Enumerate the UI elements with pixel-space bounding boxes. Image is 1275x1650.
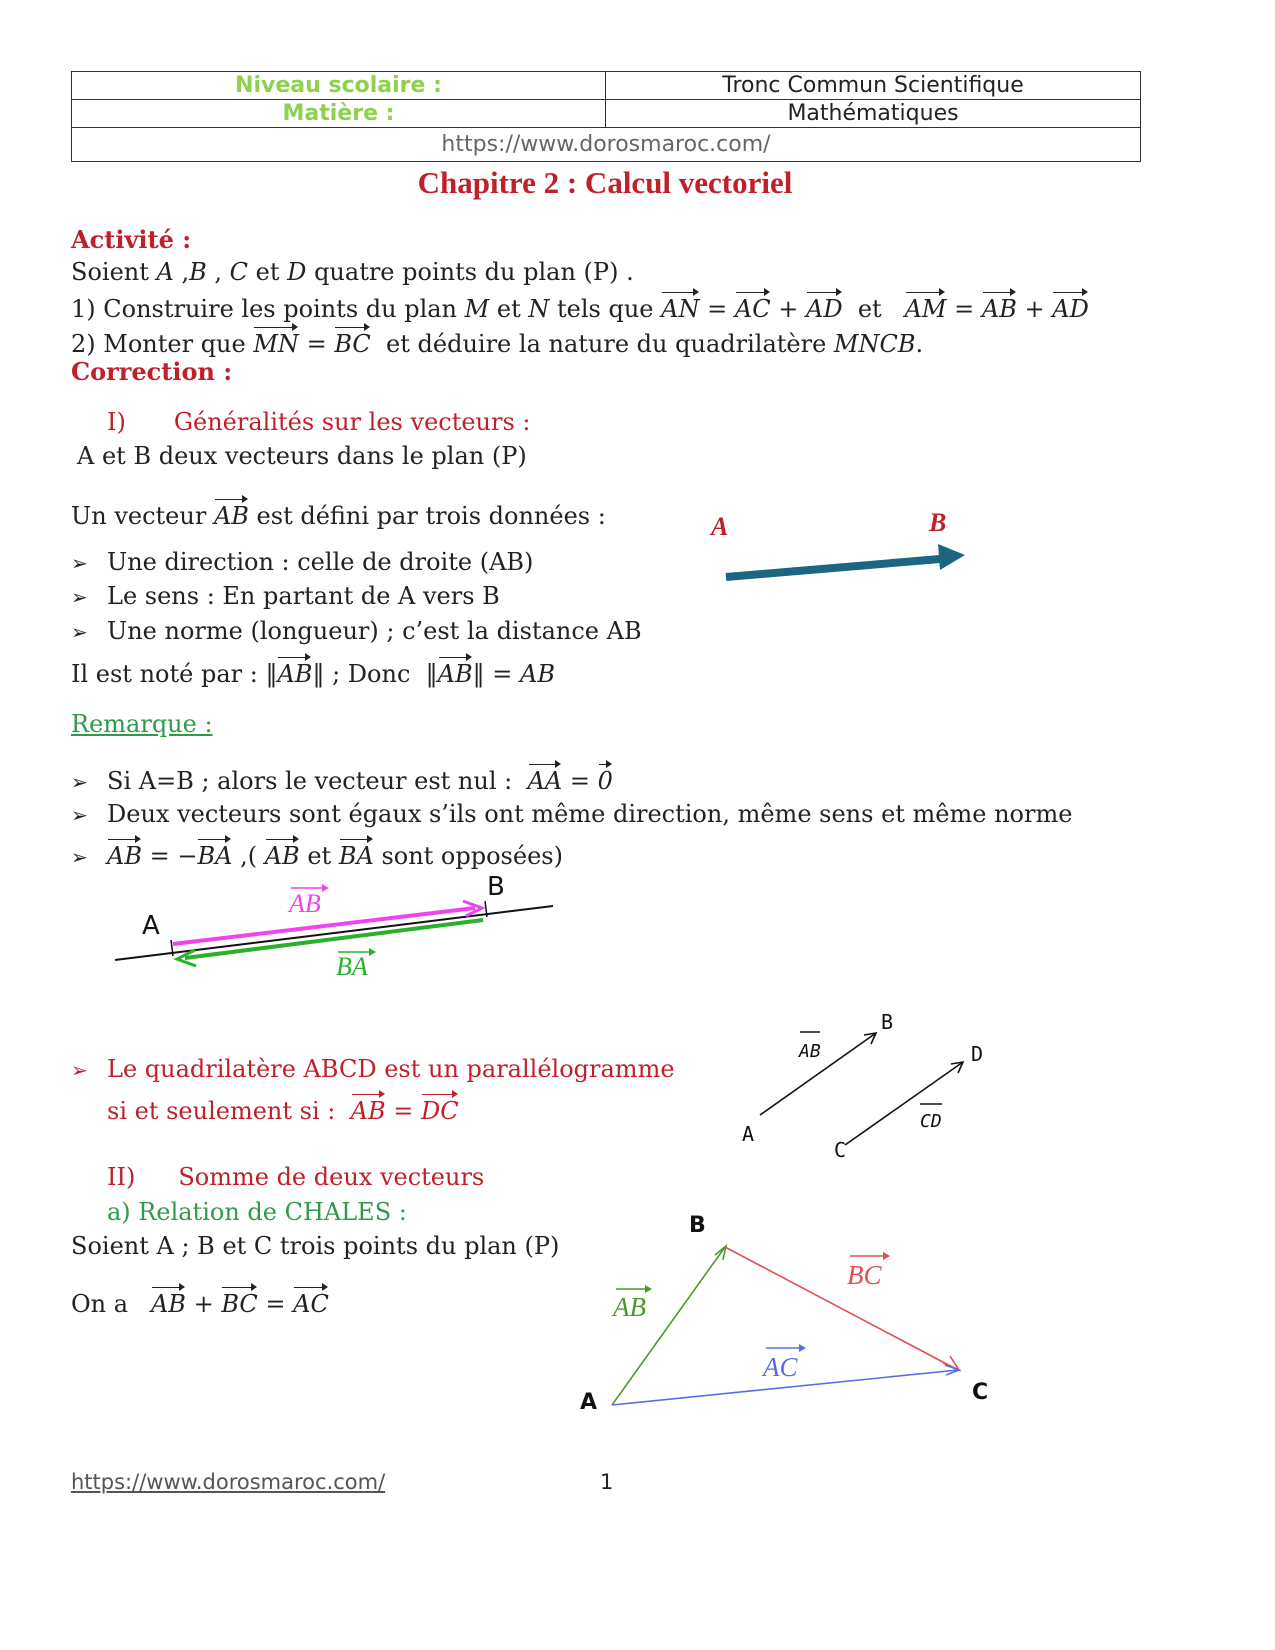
parallelogramme-line1: ➢ Le quadrilatère ABCD est un parallélogramme	[71, 1055, 675, 1083]
fig-par-label-ab: AB	[799, 1041, 821, 1062]
correction-heading: Correction :	[71, 357, 233, 386]
fig-par-label-cd: CD	[920, 1111, 942, 1132]
arrow-bullet-icon: ➢	[71, 803, 88, 827]
chasles-relation: On a AB + BC = AC	[71, 1285, 329, 1319]
fig-tri-label-ac: AC	[763, 1352, 798, 1382]
vector-ab-figure	[700, 500, 990, 600]
fig-opp-point-b: B	[487, 872, 505, 902]
matiere-value: Mathématiques	[606, 100, 1141, 128]
fig-tri-point-c: C	[972, 1380, 989, 1405]
section1-intro: A et B deux vecteurs dans le plan (P)	[77, 442, 527, 470]
fig-par-point-d: D	[971, 1042, 984, 1066]
fig-opp-label-ba: BA	[336, 952, 368, 981]
fig-tri-point-a: A	[580, 1390, 598, 1415]
fig-opp-label-ab: AB	[289, 889, 321, 918]
section1-def: Un vecteur AB est défini par trois données :	[71, 497, 606, 531]
section1-note: Il est noté par : ‖AB‖ ; Donc ‖AB‖ = AB	[71, 655, 555, 689]
section1-item-direction: ➢ Une direction : celle de droite (AB)	[71, 548, 534, 576]
section1-item-norme: ➢ Une norme (longueur) ; c’est la distance AB	[71, 617, 642, 645]
activite-line1: Soient A ,B , C et D quatre points du plan (P) .	[71, 258, 634, 286]
vector-ab-arrowhead	[938, 544, 965, 570]
header-url[interactable]: https://www.dorosmaroc.com/	[72, 128, 1141, 162]
fig-par-point-c: C	[834, 1138, 847, 1162]
matiere-label: Matière :	[72, 100, 606, 128]
section1-item-sens: ➢ Le sens : En partant de A vers B	[71, 582, 500, 610]
fig-opp-point-a: A	[142, 911, 160, 941]
section1-heading: I) Généralités sur les vecteurs :	[107, 408, 531, 436]
section2-line1: Soient A ; B et C trois points du plan (P)	[71, 1232, 560, 1260]
niveau-label: Niveau scolaire :	[72, 72, 606, 100]
fig-tri-point-b: B	[689, 1213, 706, 1238]
fig-par-point-a: A	[742, 1122, 755, 1146]
parallelogramme-line2: si et seulement si : AB = DC	[107, 1092, 459, 1126]
vector-point-a-label: A	[711, 512, 729, 541]
arrow-bullet-icon: ➢	[71, 845, 88, 869]
arrow-bullet-icon: ➢	[71, 1058, 88, 1082]
page-title: Chapitre 2 : Calcul vectoriel	[417, 165, 793, 200]
section2-heading: II) Somme de deux vecteurs	[107, 1163, 485, 1191]
activite-heading: Activité :	[71, 225, 192, 254]
page-number: 1	[600, 1470, 614, 1494]
activite-q1: 1) Construire les points du plan M et N tels que AN = AC + AD et AM = AB + AD	[71, 290, 1089, 324]
parallelogram-figure	[730, 1005, 1000, 1165]
arrow-bullet-icon: ➢	[71, 585, 88, 609]
arrow-bullet-icon: ➢	[71, 551, 88, 575]
vector-point-b-label: B	[929, 508, 947, 537]
fig-par-point-b: B	[881, 1010, 894, 1034]
activite-q2: 2) Monter que MN = BC et déduire la nature du quadrilatère MNCB.	[71, 325, 923, 359]
section2-subheading: a) Relation de CHALES :	[107, 1198, 407, 1226]
arrow-bullet-icon: ➢	[71, 770, 88, 794]
triangle-vector-bc	[725, 1247, 958, 1370]
remarque-heading: Remarque :	[71, 710, 213, 738]
opposite-vectors-figure	[105, 868, 565, 983]
fig-tri-label-ab: AB	[613, 1292, 646, 1322]
remarque-item-opposes: ➢ AB = −BA ,( AB et BA sont opposées)	[71, 837, 563, 872]
remarque-item-egaux: ➢ Deux vecteurs sont égaux s’ils ont même direction, même sens et même norme	[71, 800, 1073, 828]
header-table	[71, 71, 1141, 162]
footer-url[interactable]: https://www.dorosmaroc.com/	[71, 1470, 386, 1494]
triangle-vector-ab	[612, 1247, 725, 1405]
remarque-item-nul: ➢ Si A=B ; alors le vecteur est nul : AA = 0	[71, 762, 613, 797]
niveau-value: Tronc Commun Scientifique	[606, 72, 1141, 100]
fig-tri-label-bc: BC	[847, 1260, 882, 1290]
chasles-triangle-figure	[570, 1205, 1010, 1420]
vector-ab-shaft	[726, 559, 940, 577]
arrow-bullet-icon: ➢	[71, 620, 88, 644]
